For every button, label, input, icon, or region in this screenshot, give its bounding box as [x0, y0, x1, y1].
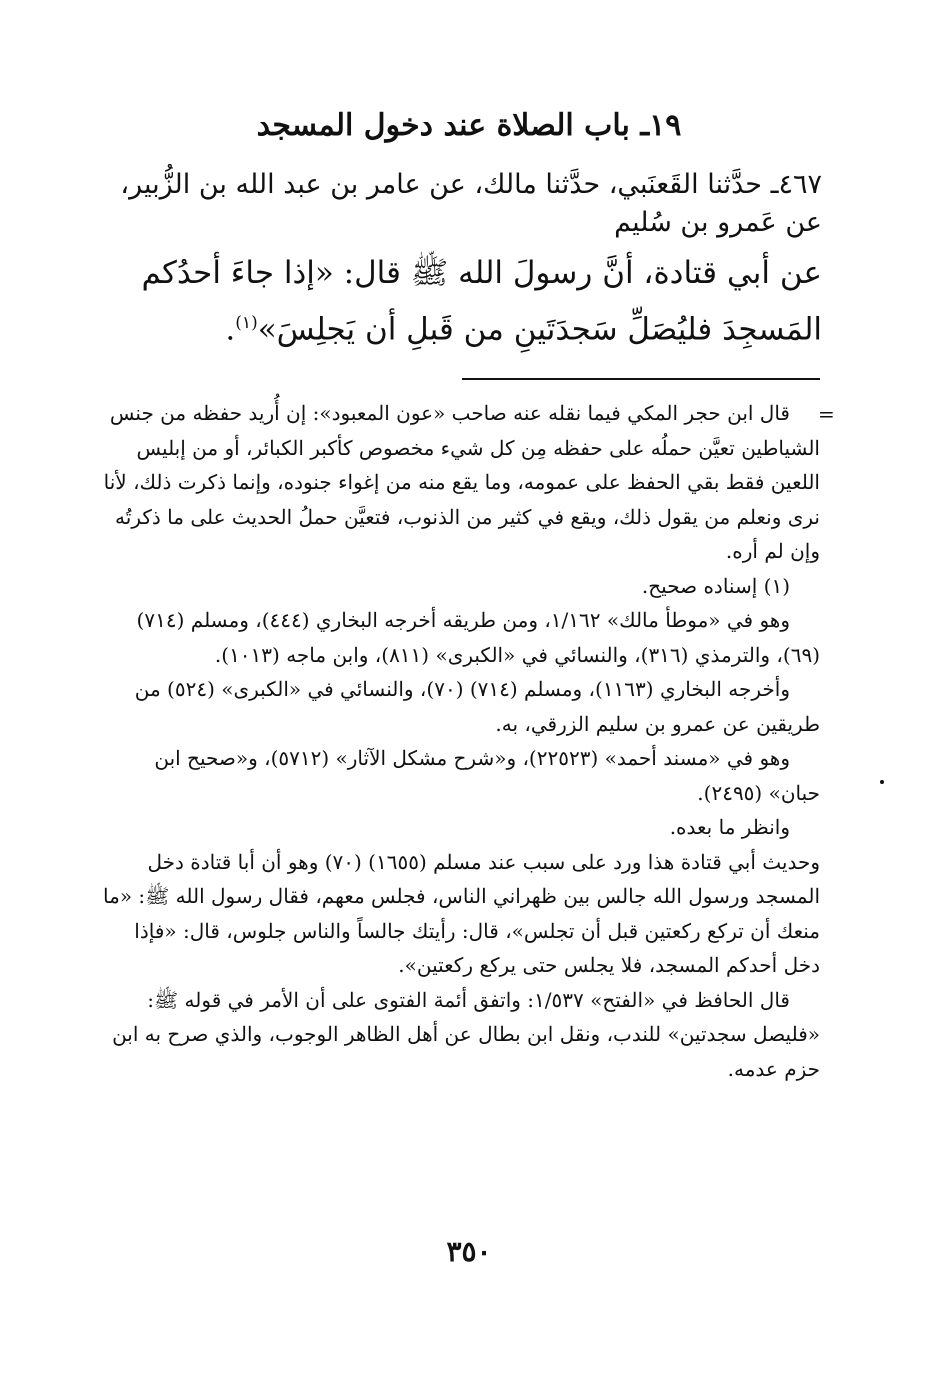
footnote-separator: [462, 378, 820, 380]
footnote-continuation-mark: =: [818, 402, 835, 426]
footnote-paragraph: وهو في «مسند أحمد» (٢٢٥٢٣)، و«شرح مشكل الآثار» (٥٧١٢)، و«صحيح ابن حبان» (٢٤٩٥).: [154, 746, 820, 805]
chapter-title: ١٩ـ باب الصلاة عند دخول المسجد: [256, 108, 682, 143]
hadith-isnad: ٤٦٧ـ حدَّثنا القَعنَبي، حدَّثنا مالك، عن عامر بن عبد الله بن الزُّبير، عن عَمرو بن سُليم: [120, 169, 822, 238]
hadith-text: [100, 166, 822, 354]
footnote-paragraph: (١) إسناده صحيح.: [641, 573, 790, 598]
footnote-paragraph: وأخرجه البخاري (١١٦٣)، ومسلم (٧١٤) (٧٠)، والنسائي في «الكبرى» (٥٢٤) من طريقين عن عمرو بن سليم الزرقي، به.: [134, 677, 820, 736]
hadith-matn-end: .: [225, 311, 236, 348]
footnote-paragraph: قال ابن حجر المكي فيما نقله عنه صاحب «عون المعبود»: إن أُريد حفظه من جنس الشياطين تعيَّن حملُه على حفظه مِن كل شيء مخصوص كأكبر الكبائر، أو من إبليس اللعين فقط بقي الحفظ على عمومه، وما يقع منه من إغواء جنوده، وإنما ذكرت ذلك، لأنا نرى ونعلم من يقول ذلك، ويقع في كثير من الذنوب، فتعيَّن حملُ الحديث على ما ذكرتُه وإن لم أره.: [103, 401, 820, 563]
page-number: ٣٥٠: [446, 1235, 492, 1268]
footnote-paragraph: قال الحافظ في «الفتح» ١/٥٣٧: واتفق أئمة الفتوى على أن الأمر في قوله ﷺ: «فليصل سجدتين» للندب، ونقل ابن بطال عن أهل الظاهر الوجوب، والذي صرح به ابن حزم عدمه.: [112, 987, 820, 1081]
hadith-matn-text: عن أبي قتادة، أنَّ رسولَ الله ﷺ قال: «إذا جاءَ أحدُكم المَسجِدَ فليُصَلِّ سَجدَتَينِ من قَبلِ أن يَجلِسَ»: [141, 255, 822, 348]
footnote-reference: (١): [235, 313, 258, 333]
hadith-matn: [100, 248, 822, 354]
scan-dot-mark: [880, 780, 884, 784]
footnote-paragraph: وحديث أبي قتادة هذا ورد على سبب عند مسلم (١٦٥٥) (٧٠) وهو أن أبا قتادة دخل المسجد ورسول الله جالس بين ظهراني الناس، فجلس معهم، فقال رسول الله ﷺ: «ما منعك أن تركع ركعتين قبل أن تجلس»، قال: رأيتك جالساً والناس جلوس، قال: «فإذا دخل أحدكم المسجد، فلا يجلس حتى يركع ركعتين».: [103, 849, 820, 977]
footnote-paragraph: وهو في «موطأ مالك» ١/١٦٢، ومن طريقه أخرجه البخاري (٤٤٤)، ومسلم (٧١٤) (٦٩)، والترمذي (٣١٦)، والنسائي في «الكبرى» (٨١١)، وابن ماجه (١٠١٣).: [136, 608, 820, 667]
footnotes: [100, 396, 820, 1086]
footnote-paragraph: وانظر ما بعده.: [669, 815, 790, 839]
